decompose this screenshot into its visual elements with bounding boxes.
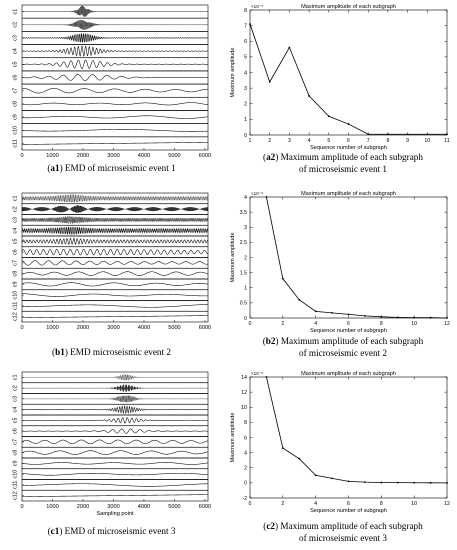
y-tick-label: 5 — [244, 54, 247, 61]
amplitude-point — [364, 481, 366, 483]
y-tick-label: -2 — [242, 495, 247, 502]
imf-trace-c11 — [22, 305, 208, 308]
imf-label-c4: c4 — [12, 48, 19, 54]
caption-a2-line2: of microseismic event 1 — [298, 163, 388, 174]
x-tick-label: 0 — [20, 153, 24, 159]
imf-trace-c6 — [22, 74, 208, 80]
x-tick-label: 6000 — [198, 504, 212, 510]
amplitude-point — [249, 23, 251, 25]
x-tick-label: 6000 — [198, 153, 212, 159]
y-tick-label: 2 — [244, 255, 247, 262]
amplitude-point — [289, 47, 291, 49]
x-tick-label: 8 — [386, 138, 390, 144]
x-tick-label: 3000 — [107, 325, 120, 331]
caption-c1-id: c1 — [50, 526, 60, 536]
amplitude-point — [407, 133, 409, 135]
x-tick-label: 3000 — [107, 504, 120, 510]
y-tick-label: 0 — [244, 132, 247, 139]
imf-label-c9: c9 — [12, 460, 19, 467]
imf-label-c8: c8 — [12, 449, 19, 456]
x-tick-label: 10 — [411, 321, 418, 327]
imf-label-c11: c11 — [12, 301, 19, 311]
x-tick-label: 0 — [248, 501, 252, 507]
amplitude-point — [298, 458, 300, 460]
imf-trace-c10 — [22, 294, 208, 297]
imf-trace-c11 — [22, 484, 208, 487]
y-tick-label: 2 — [244, 101, 247, 108]
y-tick-label: 0.5 — [239, 300, 247, 307]
x-tick-label: 4 — [314, 321, 318, 327]
amplitude-chart-c2 — [230, 371, 450, 514]
amplitude-point — [348, 480, 350, 482]
amplitude-point — [298, 299, 300, 301]
amplitude-point — [446, 133, 448, 135]
caption-b2: (b2) Maximum amplitude of each subgraph of microseismic event 2 — [262, 336, 424, 358]
imf-label-c12: c12 — [12, 491, 19, 500]
amplitude-point — [308, 95, 310, 97]
imf-trace-c4 — [22, 406, 208, 413]
amplitude-point — [413, 317, 415, 319]
exponent-label: ×10⁻⁶ — [251, 191, 264, 196]
amplitude-point — [266, 376, 268, 378]
imf-trace-c5 — [22, 60, 208, 69]
y-tick-label: 10 — [241, 405, 247, 412]
imf-row-frame — [22, 84, 208, 97]
amplitude-point — [364, 315, 366, 317]
caption-c2: (c2) Maximum amplitude of each subgraph of microseismic event 3 — [263, 521, 423, 543]
amplitude-point — [367, 133, 369, 135]
x-tick-label: 1 — [248, 138, 252, 144]
x-tick-label: 6 — [347, 321, 350, 327]
y-axis-label: Maximum amplitude — [230, 47, 236, 98]
x-axis-label: Sequence number of subgraph — [310, 145, 387, 151]
caption-b1-text: EMD microseismic event 2 — [67, 347, 171, 357]
caption-a2: (a2) Maximum amplitude of each subgraph of microseismic event 1 — [263, 152, 423, 174]
x-tick-label: 11 — [444, 138, 450, 144]
x-tick-label: 1000 — [46, 153, 59, 159]
x-tick-label: 6 — [347, 138, 350, 144]
imf-trace-c9 — [22, 283, 208, 286]
caption-c1: (c1) EMD of microseismic event 3 — [47, 526, 176, 536]
caption-c2-text: Maximum amplitude of each subgraph — [278, 521, 423, 531]
imf-label-c10: c10 — [12, 290, 19, 300]
caption-b2-text: Maximum amplitude of each subgraph — [278, 336, 424, 346]
amplitude-point — [446, 482, 448, 484]
imf-trace-c3 — [22, 396, 208, 403]
y-tick-label: 2 — [244, 465, 247, 472]
x-tick-label: 8 — [379, 501, 383, 507]
imf-trace-c9 — [22, 116, 208, 119]
imf-label-c12: c12 — [12, 312, 19, 321]
x-tick-label: 2 — [281, 501, 285, 507]
imf-trace-c6 — [22, 249, 208, 255]
imf-trace-c2 — [22, 20, 208, 30]
amplitude-point — [426, 133, 428, 135]
amplitude-point — [315, 310, 317, 312]
imf-label-c11: c11 — [12, 139, 19, 148]
imf-label-c5: c5 — [12, 238, 19, 245]
amplitude-point — [348, 313, 350, 315]
x-tick-label: 9 — [406, 138, 410, 144]
caption-b1-id: b1 — [55, 347, 65, 357]
imf-label-c1: c1 — [12, 195, 19, 202]
chart-title: Maximum amplitude of each subgraph — [301, 191, 396, 197]
x-tick-label: 2000 — [76, 153, 90, 159]
imf-label-c6: c6 — [12, 74, 19, 81]
imf-label-c7: c7 — [12, 260, 19, 266]
x-tick-label: 4000 — [137, 325, 151, 331]
caption-a1: (a1) EMD of microseismic event 1 — [47, 163, 176, 173]
amplitude-point — [266, 196, 268, 198]
y-tick-label: 1 — [244, 285, 247, 292]
amplitude-point — [331, 477, 333, 479]
imf-label-c3: c3 — [12, 396, 19, 402]
amplitude-point — [282, 447, 284, 449]
emd-panel-b1 — [12, 193, 211, 331]
x-tick-label: 5000 — [168, 504, 181, 510]
imf-label-c9: c9 — [12, 281, 19, 288]
imf-trace-c10 — [22, 129, 208, 131]
plot-frame — [250, 377, 447, 498]
x-tick-label: 12 — [444, 501, 450, 507]
amplitude-point — [430, 317, 432, 319]
y-tick-label: 6 — [244, 435, 247, 442]
amplitude-point — [413, 482, 415, 484]
imf-row-frame — [22, 247, 208, 258]
chart-title: Maximum amplitude of each subgraph — [301, 4, 396, 10]
amplitude-point — [328, 115, 330, 117]
y-tick-label: 12 — [241, 389, 247, 396]
imf-label-c3: c3 — [12, 35, 19, 41]
plot-frame — [250, 10, 447, 135]
caption-a1-id: a1 — [50, 163, 60, 173]
imf-label-c1: c1 — [12, 374, 19, 381]
y-tick-label: 3 — [244, 225, 247, 232]
y-tick-label: 14 — [241, 374, 247, 381]
x-tick-label: 5000 — [168, 153, 181, 159]
imf-trace-c8 — [22, 103, 208, 105]
amplitude-point — [430, 482, 432, 484]
y-tick-label: 0 — [244, 480, 247, 487]
imf-trace-c1 — [22, 6, 208, 17]
x-tick-label: 10 — [424, 138, 431, 144]
x-tick-label: 0 — [248, 321, 252, 327]
y-tick-label: 3.5 — [239, 209, 247, 216]
x-tick-label: 12 — [444, 321, 450, 327]
imf-row-frame — [22, 447, 208, 458]
imf-trace-c7 — [22, 88, 208, 93]
x-tick-label: 0 — [20, 504, 24, 510]
x-tick-label: 2000 — [76, 325, 90, 331]
caption-c1-text: EMD of microseismic event 3 — [62, 526, 176, 536]
y-tick-label: 7 — [244, 23, 247, 30]
caption-a2-id: a2 — [266, 152, 276, 162]
imf-trace-c11 — [22, 142, 208, 144]
plot-frame — [250, 197, 447, 318]
amplitude-point — [380, 316, 382, 318]
y-tick-label: 8 — [244, 7, 247, 14]
x-tick-label: 0 — [20, 325, 24, 331]
imf-label-c2: c2 — [12, 385, 19, 391]
imf-trace-c7 — [22, 440, 208, 444]
caption-b1: (b1) EMD microseismic event 2 — [52, 347, 171, 357]
amplitude-point — [397, 482, 399, 484]
imf-trace-c8 — [22, 451, 208, 455]
imf-label-c10: c10 — [12, 469, 19, 479]
y-tick-label: 1 — [244, 117, 247, 124]
x-axis-label: Sequence number of subgraph — [310, 328, 387, 334]
x-tick-label: 7 — [366, 138, 370, 144]
exponent-label: ×10⁻⁶ — [251, 4, 264, 9]
amplitude-chart-a2 — [230, 4, 450, 151]
imf-row-frame — [22, 437, 208, 448]
imf-label-c4: c4 — [12, 227, 19, 234]
imf-row-frame — [22, 258, 208, 269]
y-tick-label: 2.5 — [239, 240, 247, 247]
imf-label-c3: c3 — [12, 217, 19, 223]
y-tick-label: 6 — [244, 39, 247, 46]
imf-label-c7: c7 — [12, 87, 19, 94]
emd-panel-a1 — [12, 5, 211, 159]
x-tick-label: 1000 — [46, 504, 59, 510]
imf-trace-c2 — [22, 384, 208, 392]
y-tick-label: 8 — [244, 420, 247, 427]
caption-c2-line2: of microseismic event 3 — [298, 532, 388, 543]
imf-trace-c12 — [22, 495, 208, 497]
caption-c2-id: c2 — [266, 521, 275, 531]
imf-trace-c6 — [22, 429, 208, 434]
imf-label-c11: c11 — [12, 480, 19, 490]
caption-a2-text: Maximum amplitude of each subgraph — [278, 152, 423, 162]
imf-label-c10: c10 — [12, 125, 19, 135]
caption-b2-line2: of microseismic event 2 — [298, 347, 388, 358]
x-tick-label: 5000 — [168, 325, 181, 331]
y-axis-label: Maximum amplitude — [230, 232, 236, 283]
imf-label-c7: c7 — [12, 439, 19, 445]
x-tick-label: 6000 — [198, 325, 212, 331]
x-tick-label: 10 — [411, 501, 418, 507]
amplitude-point — [380, 482, 382, 484]
imf-trace-c3 — [22, 33, 208, 42]
imf-label-c8: c8 — [12, 101, 19, 107]
x-tick-label: 5 — [327, 138, 331, 144]
x-tick-label: 1000 — [46, 325, 59, 331]
x-tick-label: 4000 — [137, 153, 151, 159]
imf-trace-c4 — [22, 46, 208, 56]
amplitude-point — [269, 81, 271, 83]
chart-title: Maximum amplitude of each subgraph — [301, 371, 396, 377]
x-tick-label: 2000 — [76, 504, 90, 510]
imf-trace-c10 — [22, 473, 208, 475]
amplitude-point — [387, 133, 389, 135]
amplitude-point — [348, 123, 350, 125]
y-tick-label: 4 — [244, 70, 247, 77]
y-tick-label: 1.5 — [239, 270, 247, 277]
imf-label-c4: c4 — [12, 406, 19, 413]
y-tick-label: 4 — [244, 194, 247, 201]
y-tick-label: 0 — [244, 315, 247, 322]
y-axis-label: Maximum amplitude — [230, 412, 236, 463]
x-tick-label: 4000 — [137, 504, 151, 510]
x-tick-label: 6 — [347, 501, 350, 507]
x-axis-label: Sequence number of subgraph — [310, 508, 387, 514]
x-tick-label: 3000 — [107, 153, 120, 159]
imf-trace-c1 — [22, 194, 208, 202]
x-tick-label: 4 — [307, 138, 311, 144]
imf-trace-c3 — [22, 216, 208, 224]
caption-a1-text: EMD of microseismic event 1 — [62, 163, 176, 173]
imf-trace-c4 — [22, 227, 208, 235]
amplitude-point — [282, 278, 284, 280]
imf-label-c1: c1 — [12, 8, 19, 15]
exponent-label: ×10⁻⁶ — [251, 371, 264, 376]
imf-trace-c5 — [22, 238, 208, 244]
x-tick-label: 8 — [379, 321, 383, 327]
imf-label-c5: c5 — [12, 61, 19, 68]
imf-label-c2: c2 — [12, 206, 19, 212]
imf-label-c2: c2 — [12, 21, 19, 28]
amplitude-chart-b2 — [230, 191, 450, 334]
x-tick-label: 3 — [287, 138, 291, 144]
imf-row-frame — [22, 124, 208, 137]
imf-label-c9: c9 — [12, 114, 19, 120]
imf-trace-c2 — [22, 205, 208, 213]
imf-label-c8: c8 — [12, 270, 19, 277]
caption-b2-id: b2 — [265, 336, 276, 346]
amplitude-point — [446, 317, 448, 319]
y-tick-label: 3 — [244, 85, 247, 92]
x-tick-label: 2 — [281, 321, 285, 327]
y-tick-label: 4 — [244, 450, 247, 457]
imf-trace-c9 — [22, 462, 208, 464]
imf-trace-c7 — [22, 261, 208, 266]
imf-label-c5: c5 — [12, 417, 19, 424]
x-tick-label: 4 — [314, 501, 318, 507]
amplitude-point — [331, 312, 333, 314]
amplitude-point — [315, 474, 317, 476]
x-tick-label: 2 — [268, 138, 272, 144]
imf-row-frame — [22, 279, 208, 290]
x-axis-label: Sampling point — [96, 511, 134, 517]
amplitude-point — [397, 316, 399, 318]
imf-trace-c8 — [22, 272, 208, 276]
emd-panel-c1 — [12, 372, 211, 517]
imf-trace-c1 — [22, 374, 208, 380]
imf-label-c6: c6 — [12, 428, 19, 434]
imf-row-frame — [22, 268, 208, 279]
imf-trace-c12 — [22, 316, 208, 318]
imf-label-c6: c6 — [12, 249, 19, 255]
imf-trace-c5 — [22, 418, 208, 424]
